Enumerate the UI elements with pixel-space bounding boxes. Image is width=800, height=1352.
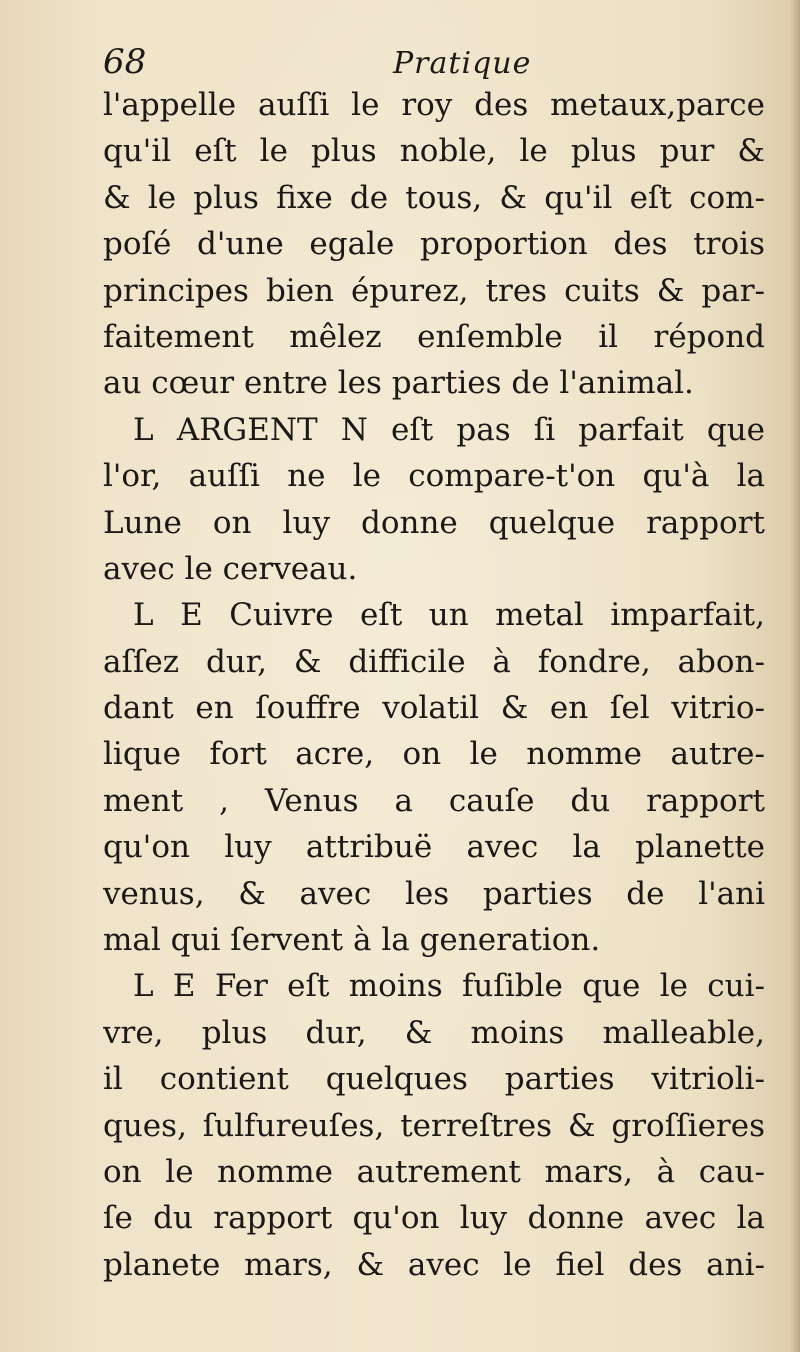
text-line: aſſez dur, & difficile à fondre, abon- bbox=[103, 643, 765, 680]
text-line: planete mars, & avec le fiel des ani- bbox=[103, 1246, 765, 1283]
body-text bbox=[103, 82, 765, 1288]
text-line: au cœur entre les parties de l'animal. bbox=[103, 365, 694, 402]
text-line: poſé d'une egale proportion des trois bbox=[103, 226, 765, 263]
text-line: mal qui ſervent à la generation. bbox=[103, 922, 601, 959]
text-line: vre, plus dur, & moins malleable, bbox=[103, 1014, 765, 1051]
text-line: dant en ſouffre volatil & en ſel vitrio- bbox=[103, 690, 765, 727]
text-line: faitement mêlez enſemble il répond bbox=[103, 318, 765, 355]
text-line: l'appelle auſſi le roy des metaux,parce bbox=[103, 87, 765, 123]
text-line: ſe du rapport qu'on luy donne avec la bbox=[103, 1200, 765, 1237]
page-edge-shadow bbox=[790, 0, 800, 1352]
text-line: & le plus fixe de tous, & qu'il eſt com- bbox=[103, 179, 765, 216]
text-line: l'or, auſſi ne le compare-t'on qu'à la bbox=[103, 458, 765, 495]
text-line: ment , Venus a cauſe du rapport bbox=[103, 782, 765, 819]
running-title: Pratique bbox=[393, 46, 532, 81]
text-line: on le nomme autrement mars, à cau- bbox=[103, 1153, 765, 1190]
text-line-paragraph-start: L E Fer eſt moins fuſible que le cui- bbox=[133, 968, 765, 1005]
text-line: ques, ſulfureuſes, terreſtres & groſſieres bbox=[103, 1107, 765, 1144]
text-line: principes bien épurez, tres cuits & par- bbox=[103, 272, 765, 309]
text-line: qu'il eſt le plus noble, le plus pur & bbox=[103, 133, 765, 170]
text-line-paragraph-start: L ARGENT N eſt pas ſi parfait que bbox=[133, 411, 765, 448]
text-line: avec le cerveau. bbox=[103, 550, 358, 587]
text-line: venus, & avec les parties de l'ani bbox=[103, 875, 765, 912]
text-line: Lune on luy donne quelque rapport bbox=[103, 504, 765, 541]
text-line: il contient quelques parties vitrioli- bbox=[103, 1061, 765, 1098]
text-line-paragraph-start: L E Cuivre eſt un metal imparfait, bbox=[133, 597, 765, 634]
text-line: lique fort acre, on le nomme autre- bbox=[103, 736, 765, 773]
text-line: qu'on luy attribuë avec la planette bbox=[103, 829, 765, 866]
page-number: 68 bbox=[103, 42, 147, 82]
